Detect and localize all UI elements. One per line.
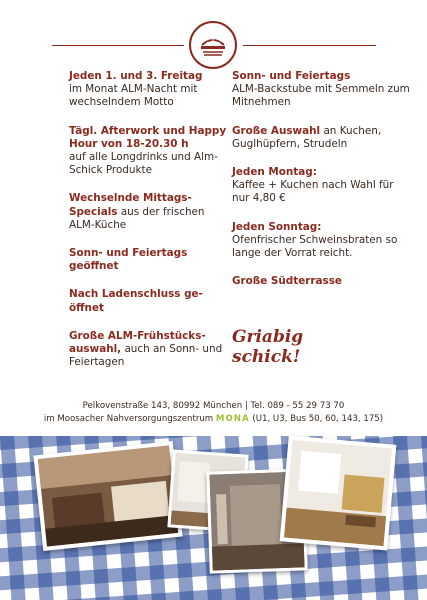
offer-item [69, 330, 229, 370]
offer-title: Sonn- und Feiertags [232, 70, 351, 82]
slogan-line: schick! [232, 347, 301, 367]
offer-item [69, 288, 229, 314]
offer-text: Kaffee + Kuchen nach Wahl für nur 4,80 € [232, 179, 394, 205]
offer-text: Ofenfrischer Schweinsbraten so lange der Vorrat reicht. [232, 233, 398, 260]
header-rule-left [52, 45, 184, 46]
offer-title: Jeden 1. und 3. Freitag [69, 70, 203, 82]
bread-basket-icon [189, 21, 237, 69]
offer-item [69, 247, 229, 273]
offer-item [232, 70, 412, 110]
offer-title: Jeden Sonntag: [232, 220, 322, 233]
offer-item [69, 125, 229, 178]
interior-photo [280, 435, 397, 550]
offer-title: Wechselnde Mittags-Specials [69, 192, 192, 218]
offer-text: auch an Sonn- und Feiertagen [69, 343, 223, 369]
address-transit: (U1, U3, Bus 50, 60, 143, 175) [252, 414, 384, 424]
offer-text: ALM-Backstube mit Semmeln zum Mitnehmen [232, 83, 410, 109]
offer-title: Große Südterrasse [232, 275, 342, 288]
address-location: im Moosacher Nahversorgungszentrum [43, 414, 214, 424]
interior-photo [33, 441, 182, 551]
offers-left-column [69, 70, 229, 384]
offer-item [69, 70, 229, 110]
offer-item [232, 221, 412, 261]
header-rule-right [243, 45, 376, 46]
offer-title: Nach Ladenschluss ge-öffnet [69, 288, 203, 314]
offer-item [69, 192, 229, 232]
offers-right-column [232, 70, 412, 303]
slogan-line: Griabig [232, 327, 304, 347]
address-block [0, 400, 427, 426]
offer-title: Jeden Montag: [232, 166, 317, 179]
offer-text: im Monat ALM-Nacht mit wechselndem Motto [69, 83, 198, 109]
mona-logo: MONA [215, 414, 250, 424]
offer-text: auf alle Longdrinks und Alm-Schick Produkte [69, 151, 218, 177]
offer-title: Tägl. Afterwork und Happy Hour von 18-20.30 h [69, 124, 227, 150]
offer-text: aus der frischen ALM-Küche [69, 205, 205, 231]
offer-text: an Kuchen, Guglhüpfern, Strudeln [232, 124, 382, 150]
offer-item [232, 125, 412, 151]
offer-title: Große ALM-Frühstücks-auswahl, [69, 329, 206, 356]
offer-title: Sonn- und Feiertags geöffnet [69, 247, 188, 273]
slogan [232, 327, 303, 367]
offer-item [232, 275, 412, 288]
address-line: Pelkovenstraße 143, 80992 München | Tel. 089 - 55 29 73 70 [82, 401, 345, 411]
address-line [0, 413, 427, 426]
offer-item [232, 166, 412, 206]
offer-title: Große Auswahl [232, 124, 321, 137]
